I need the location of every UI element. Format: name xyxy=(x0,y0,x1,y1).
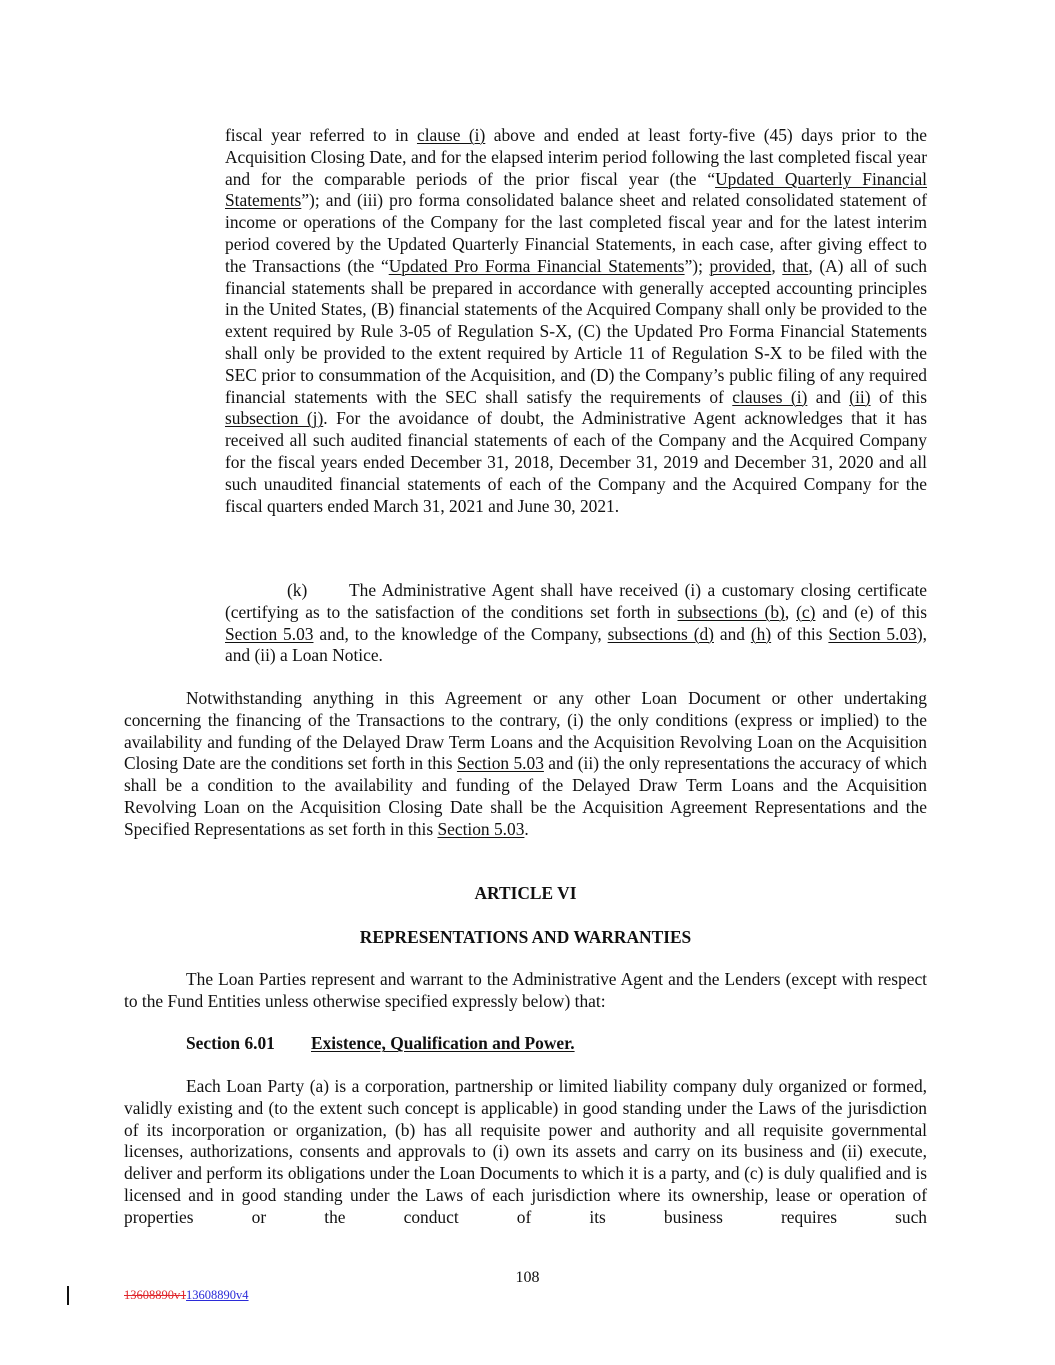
text-run: and, to the knowledge of the Company, xyxy=(313,623,608,644)
cross-reference: subsections (b) xyxy=(677,601,785,622)
cross-reference: Section 5.03 xyxy=(456,753,544,774)
text-run: ”); and (iii) pro forma consolidated balance sheet and related consolidated statement of income or operations of the Company for the last completed fiscal year and for the latest interim period covered by the Updated Quarterly Financial Statements, in each case, after giving effect to the Transactions (the “ xyxy=(225,190,927,276)
cross-reference: Section 5.03 xyxy=(437,818,525,839)
cross-reference: that xyxy=(782,255,809,276)
notwithstanding-paragraph xyxy=(124,688,927,841)
change-bar xyxy=(67,1286,69,1305)
text-run: The Administrative Agent shall have received (i) a customary closing certificate (certifying as to the satisfaction of the conditions set forth in xyxy=(225,580,927,622)
section-6-01-paragraph xyxy=(124,1076,927,1229)
intro-paragraph-text: The Loan Parties represent and warrant to the Administrative Agent and the Lenders (except with respect to the Fund Entities unless otherwise specified expressly below) that: xyxy=(124,969,927,1011)
clause-k xyxy=(225,580,927,667)
text-run: , xyxy=(771,255,783,276)
continued-paragraph-text xyxy=(225,125,927,517)
article-subtitle: REPRESENTATIONS AND WARRANTIES xyxy=(359,927,692,947)
document-id xyxy=(124,1287,249,1303)
notwithstanding-paragraph-text xyxy=(124,688,927,841)
cross-reference: provided xyxy=(709,255,772,276)
section-6-01-paragraph-text: Each Loan Party (a) is a corporation, partnership or limited liability company duly organized or formed, validly existing and (to the extent such concept is applicable) in good standing under the Laws of the jurisdiction of its incorporation or organization, (b) has all requisite power and authority and all requisite governmental licenses, authorizations, consents and approvals to (i) own its assets and carry on its business and (ii) execute, deliver and perform its obligations under the Loan Documents to which it is a party, and (c) is duly qualified and is licensed and in good standing under the Laws of each jurisdiction where its ownership, lease or operation of properties or the conduct of its business requires such xyxy=(124,1076,927,1227)
cross-reference: subsection (j) xyxy=(225,408,324,429)
text-run: above and ended at least forty-five (45) days prior to the Acquisition Closing Date, and for the elapsed interim period following the last completed fiscal year and for the comparable periods of the prior fiscal year (the “ xyxy=(225,125,927,189)
text-run: ), and (ii) a Loan Notice. xyxy=(225,623,927,666)
text-run: ”); xyxy=(684,255,710,276)
clause-k-text xyxy=(225,580,927,667)
text-run: and xyxy=(713,623,751,644)
cross-reference: (c) xyxy=(796,601,816,622)
cross-reference: Updated Quarterly Financial Statements xyxy=(225,168,928,211)
text-run: fiscal year referred to in xyxy=(225,125,417,145)
text-run: of this xyxy=(771,623,829,644)
text-run: and xyxy=(807,386,850,407)
page-number: 108 xyxy=(515,1269,540,1286)
cross-reference: (h) xyxy=(750,623,772,644)
text-run: . xyxy=(524,818,529,839)
cross-reference: (ii) xyxy=(849,386,871,407)
document-id-inserted: 13608890v4 xyxy=(186,1288,249,1302)
text-run: Notwithstanding anything in this Agreement or any other Loan Document or other undertaking concerning the financing of the Transactions to the contrary, (i) the only conditions (express or implied) to the availability and funding of the Delayed Draw Term Loans and the Acquisition Revolving Loan on the Acquisition Closing Date are the conditions set forth in this xyxy=(124,688,927,774)
article-title: ARTICLE VI xyxy=(474,883,577,903)
cross-reference: Updated Pro Forma Financial Statements xyxy=(388,255,685,276)
financial-statements-continued-paragraph xyxy=(225,125,927,517)
text-run: . For the avoidance of doubt, the Administrative Agent acknowledges that it has received all such audited financial statements of each of the Company and the Acquired Company for the fiscal years ended December 31, 2018, December 31, 2019 and December 31, 2020 and all such unaudited financial statements of each of the Company and the Acquired Company for the fiscal quarters ended March 31, 2021 and June 30, 2021. xyxy=(225,408,927,516)
cross-reference: Section 5.03 xyxy=(225,623,314,644)
cross-reference: clause (i) xyxy=(416,125,486,145)
cross-reference: Section 5.03 xyxy=(828,623,917,644)
section-number: Section 6.01 xyxy=(186,1033,275,1053)
section-title: Existence, Qualification and Power. xyxy=(311,1033,575,1053)
document-id-deleted: 13608890v1 xyxy=(124,1288,187,1302)
section-6-01-heading xyxy=(186,1033,575,1055)
text-run: , (A) all of such financial statements shall be prepared in accordance with generally accepted accounting principles in the United States, (B) financial statements of the Acquired Company shall only be provided to the extent required by Rule 3-05 of Regulation S-X, (C) the Updated Pro Forma Financial Statements shall only be provided to the extent required by Article 11 of Regulation S-X to be filed with the SEC prior to consummation of the Acquisition, and (D) the Company’s public filing of any required financial statements with the SEC shall satisfy the requirements of xyxy=(225,255,927,407)
intro-paragraph xyxy=(124,969,927,1013)
text-run: of this xyxy=(870,386,928,407)
clause-k-label: (k) xyxy=(287,580,308,600)
text-run: and (ii) the only representations the accuracy of which shall be a condition to the availability and funding of the Delayed Draw Term Loans and the Acquisition Revolving Loan on the Acquisition Closing Date shall be the Acquisition Agreement Representations and the Specified Representations as set forth in this xyxy=(124,753,927,839)
text-run: and (e) of this xyxy=(815,601,927,622)
text-run: , xyxy=(784,601,797,622)
cross-reference: clauses (i) xyxy=(732,386,808,407)
cross-reference: subsections (d) xyxy=(607,623,714,644)
